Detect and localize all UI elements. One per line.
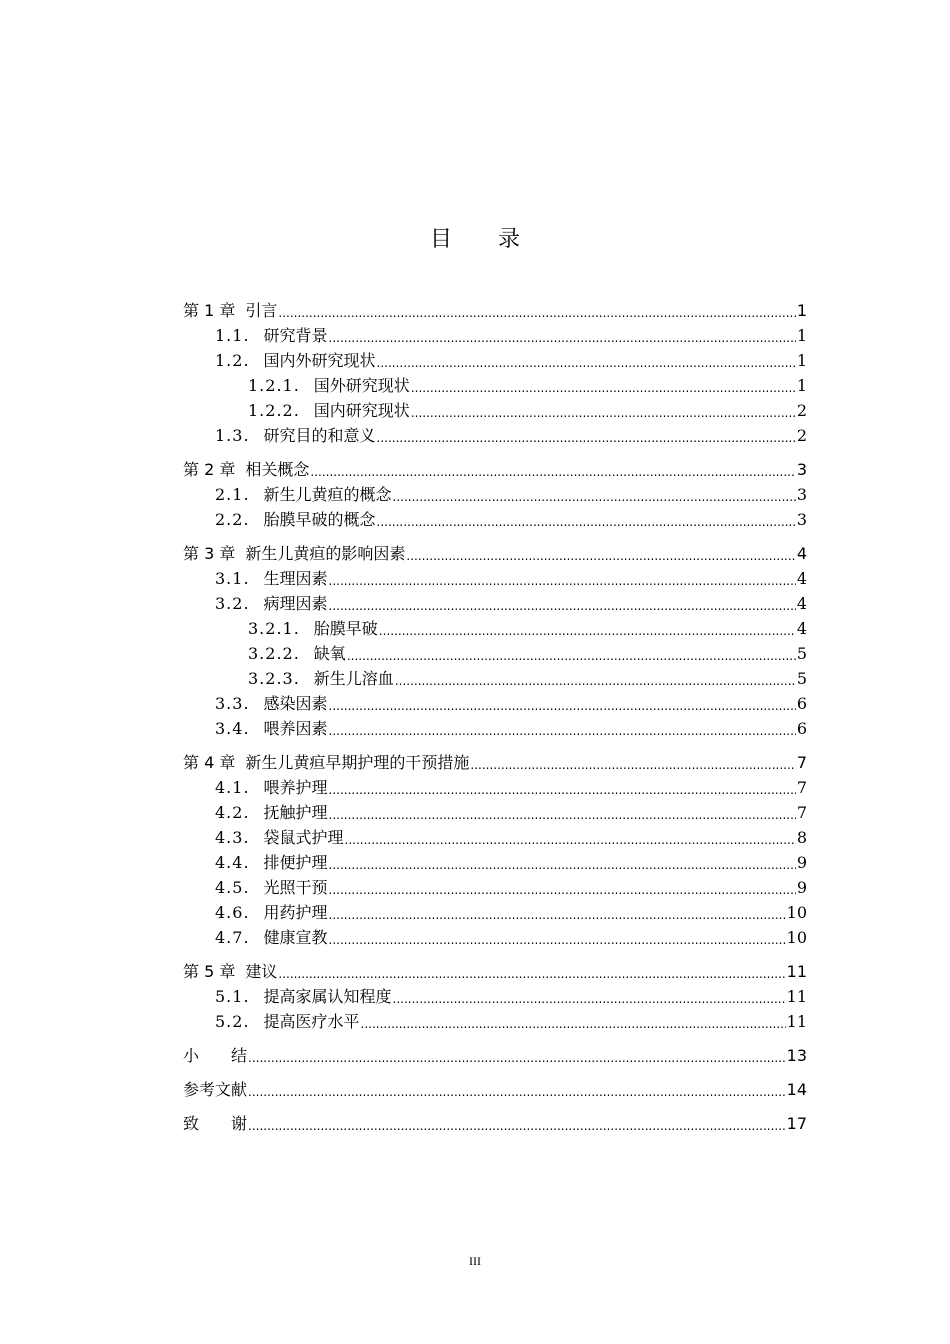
toc-entry[interactable] bbox=[183, 798, 807, 823]
toc-entry-page: 1 bbox=[796, 326, 807, 345]
toc-entry-number: 2.2. bbox=[215, 510, 250, 529]
toc-entry-page: 4 bbox=[796, 619, 807, 638]
toc-entry-title: 用药护理 bbox=[263, 903, 328, 922]
toc-entry-number: 5.1. bbox=[215, 987, 250, 1006]
toc-entry-page: 4 bbox=[796, 594, 807, 613]
toc-dot-leader bbox=[329, 903, 786, 923]
toc-entry-number: 4.1. bbox=[215, 778, 250, 797]
toc-entry-title: 国内外研究现状 bbox=[263, 351, 376, 370]
toc-entry[interactable] bbox=[183, 480, 807, 505]
toc-dot-leader bbox=[377, 510, 796, 530]
toc-entry-number: 第 1 章 bbox=[183, 301, 236, 320]
toc-entry-title: 新生儿黄疸的影响因素 bbox=[245, 544, 406, 563]
toc-entry-page: 1 bbox=[796, 351, 807, 370]
toc-dot-leader bbox=[278, 962, 785, 982]
toc-entry-page: 13 bbox=[786, 1046, 807, 1065]
page-title bbox=[0, 224, 950, 256]
toc-entry-page: 8 bbox=[796, 828, 807, 847]
toc-dot-leader bbox=[411, 401, 796, 421]
toc-entry-number: 4.4. bbox=[215, 853, 250, 872]
toc-entry[interactable] bbox=[183, 923, 807, 948]
toc-entry-number: 3.3. bbox=[215, 694, 250, 713]
toc-entry[interactable] bbox=[183, 589, 807, 614]
toc-entry[interactable] bbox=[183, 321, 807, 346]
toc-entry-page: 9 bbox=[796, 878, 807, 897]
toc-entry-title: 胎膜早破 bbox=[313, 619, 378, 638]
toc-entry-page: 11 bbox=[786, 1012, 807, 1031]
toc-entry[interactable] bbox=[183, 1041, 807, 1066]
toc-dot-leader bbox=[310, 460, 795, 480]
toc-entry-number: 4.5. bbox=[215, 878, 250, 897]
toc-entry[interactable] bbox=[183, 505, 807, 530]
title-char-right: 录 bbox=[498, 227, 521, 252]
toc-dot-leader bbox=[329, 778, 796, 798]
toc-entry-title: 健康宣教 bbox=[263, 928, 328, 947]
toc-entry[interactable] bbox=[183, 1109, 807, 1134]
toc-entry-title: 胎膜早破的概念 bbox=[263, 510, 376, 529]
toc-dot-leader bbox=[411, 376, 796, 396]
toc-entry-title: 提高医疗水平 bbox=[263, 1012, 360, 1031]
toc-dot-leader bbox=[278, 301, 795, 321]
toc-entry[interactable] bbox=[183, 773, 807, 798]
toc-entry-page: 11 bbox=[786, 987, 807, 1006]
toc-dot-leader bbox=[395, 669, 796, 689]
toc-entry-title: 缺氧 bbox=[313, 644, 346, 663]
toc-dot-leader bbox=[329, 878, 796, 898]
toc-dot-leader bbox=[329, 694, 796, 714]
toc-entry-number: 1.2. bbox=[215, 351, 250, 370]
toc-dot-leader bbox=[361, 1012, 786, 1032]
toc-entry-number: 3.2.2. bbox=[248, 644, 300, 663]
toc-entry-title: 研究目的和意义 bbox=[263, 426, 376, 445]
toc-entry[interactable] bbox=[183, 639, 807, 664]
toc-dot-leader bbox=[470, 753, 795, 773]
toc-entry-title: 袋鼠式护理 bbox=[263, 828, 344, 847]
toc-entry-page: 7 bbox=[796, 803, 807, 822]
toc-entry[interactable] bbox=[183, 664, 807, 689]
toc-entry-title: 新生儿黄疸早期护理的干预措施 bbox=[245, 753, 470, 772]
toc-entry-title: 感染因素 bbox=[263, 694, 328, 713]
toc-dot-leader bbox=[248, 1080, 786, 1100]
toc-entry-number: 1.2.2. bbox=[248, 401, 300, 420]
toc-dot-leader bbox=[406, 544, 795, 564]
toc-entry-title: 引言 bbox=[245, 301, 278, 320]
toc-entry[interactable] bbox=[183, 748, 807, 773]
toc-entry-page: 7 bbox=[796, 753, 807, 772]
toc-entry[interactable] bbox=[183, 1075, 807, 1100]
toc-entry-number: 2.1. bbox=[215, 485, 250, 504]
toc-entry-page: 11 bbox=[786, 962, 807, 981]
toc-dot-leader bbox=[248, 1046, 786, 1066]
toc-entry-number: 4.3. bbox=[215, 828, 250, 847]
toc-entry-page: 6 bbox=[796, 694, 807, 713]
toc-entry-title: 排便护理 bbox=[263, 853, 328, 872]
toc-entry-number: 1.2.1. bbox=[248, 376, 300, 395]
toc-entry-page: 14 bbox=[786, 1080, 807, 1099]
toc-entry-number: 3.2.3. bbox=[248, 669, 300, 688]
toc-entry-page: 1 bbox=[796, 301, 807, 320]
toc-entry-number: 4.2. bbox=[215, 803, 250, 822]
toc-entry-number: 3.1. bbox=[215, 569, 250, 588]
toc-entry-page: 4 bbox=[796, 544, 807, 563]
toc-entry-title: 病理因素 bbox=[263, 594, 328, 613]
toc-dot-leader bbox=[377, 426, 796, 446]
toc-entry-number: 第 5 章 bbox=[183, 962, 236, 981]
toc-entry-title: 研究背景 bbox=[263, 326, 328, 345]
toc-entry[interactable] bbox=[183, 898, 807, 923]
toc-entry-title: 光照干预 bbox=[263, 878, 328, 897]
toc-entry-page: 3 bbox=[796, 510, 807, 529]
toc-entry-page: 4 bbox=[796, 569, 807, 588]
toc-entry-title: 新生儿溶血 bbox=[313, 669, 394, 688]
toc-entry-title: 抚触护理 bbox=[263, 803, 328, 822]
toc-dot-leader bbox=[329, 928, 786, 948]
toc-dot-leader bbox=[347, 644, 796, 664]
toc-entry-title: 国内研究现状 bbox=[313, 401, 410, 420]
toc-entry[interactable] bbox=[183, 346, 807, 371]
toc-entry-page: 10 bbox=[786, 928, 807, 947]
toc-dot-leader bbox=[393, 987, 786, 1007]
toc-dot-leader bbox=[393, 485, 796, 505]
toc-entry-title: 致 谢 bbox=[183, 1114, 248, 1133]
toc-entry-page: 7 bbox=[796, 778, 807, 797]
toc-dot-leader bbox=[329, 326, 796, 346]
toc-entry[interactable] bbox=[183, 455, 807, 480]
toc-dot-leader bbox=[379, 619, 796, 639]
toc-entry-page: 2 bbox=[796, 426, 807, 445]
toc-entry-number: 4.7. bbox=[215, 928, 250, 947]
toc-entry-page: 6 bbox=[796, 719, 807, 738]
toc-entry-title: 参考文献 bbox=[183, 1080, 248, 1099]
toc-entry-page: 3 bbox=[796, 485, 807, 504]
toc-entry[interactable] bbox=[183, 1007, 807, 1032]
toc-entry[interactable] bbox=[183, 848, 807, 873]
toc-entry[interactable] bbox=[183, 714, 807, 739]
toc-dot-leader bbox=[329, 719, 796, 739]
toc-entry-page: 10 bbox=[786, 903, 807, 922]
toc-entry[interactable] bbox=[183, 982, 807, 1007]
toc-entry-page: 5 bbox=[796, 644, 807, 663]
toc-entry[interactable] bbox=[183, 296, 807, 321]
toc-entry[interactable] bbox=[183, 689, 807, 714]
toc-entry-number: 1.3. bbox=[215, 426, 250, 445]
toc-entry-title: 小 结 bbox=[183, 1046, 248, 1065]
toc-entry[interactable] bbox=[183, 957, 807, 982]
toc-dot-leader bbox=[345, 828, 796, 848]
toc-dot-leader bbox=[329, 803, 796, 823]
toc-entry-number: 3.4. bbox=[215, 719, 250, 738]
toc-entry-title: 新生儿黄疸的概念 bbox=[263, 485, 392, 504]
toc-entry[interactable] bbox=[183, 873, 807, 898]
title-char-left: 目 bbox=[429, 227, 452, 252]
toc-entry-title: 建议 bbox=[245, 962, 278, 981]
toc-entry[interactable] bbox=[183, 371, 807, 396]
toc-entry[interactable] bbox=[183, 614, 807, 639]
toc-entry-page: 2 bbox=[796, 401, 807, 420]
toc-entry-number: 1.1. bbox=[215, 326, 250, 345]
toc-entry-number: 3.2.1. bbox=[248, 619, 300, 638]
toc-entry-page: 9 bbox=[796, 853, 807, 872]
toc-dot-leader bbox=[329, 569, 796, 589]
toc-entry-number: 5.2. bbox=[215, 1012, 250, 1031]
toc-dot-leader bbox=[248, 1114, 786, 1134]
toc-dot-leader bbox=[377, 351, 796, 371]
toc-entry[interactable] bbox=[183, 421, 807, 446]
toc-entry-page: 17 bbox=[786, 1114, 807, 1133]
table-of-contents bbox=[183, 296, 807, 1134]
toc-entry[interactable] bbox=[183, 823, 807, 848]
toc-entry-number: 3.2. bbox=[215, 594, 250, 613]
toc-entry-number: 第 3 章 bbox=[183, 544, 236, 563]
toc-entry-page: 1 bbox=[796, 376, 807, 395]
page-footer-number: III bbox=[469, 1254, 481, 1268]
toc-entry-title: 提高家属认知程度 bbox=[263, 987, 392, 1006]
toc-entry-title: 喂养因素 bbox=[263, 719, 328, 738]
toc-entry-page: 3 bbox=[796, 460, 807, 479]
toc-entry-title: 相关概念 bbox=[245, 460, 310, 479]
toc-entry[interactable] bbox=[183, 539, 807, 564]
toc-entry-page: 5 bbox=[796, 669, 807, 688]
toc-entry[interactable] bbox=[183, 564, 807, 589]
toc-entry-title: 生理因素 bbox=[263, 569, 328, 588]
toc-dot-leader bbox=[329, 853, 796, 873]
toc-entry-number: 4.6. bbox=[215, 903, 250, 922]
toc-dot-leader bbox=[329, 594, 796, 614]
toc-entry-title: 国外研究现状 bbox=[313, 376, 410, 395]
toc-entry[interactable] bbox=[183, 396, 807, 421]
toc-entry-number: 第 2 章 bbox=[183, 460, 236, 479]
toc-entry-number: 第 4 章 bbox=[183, 753, 236, 772]
toc-entry-title: 喂养护理 bbox=[263, 778, 328, 797]
